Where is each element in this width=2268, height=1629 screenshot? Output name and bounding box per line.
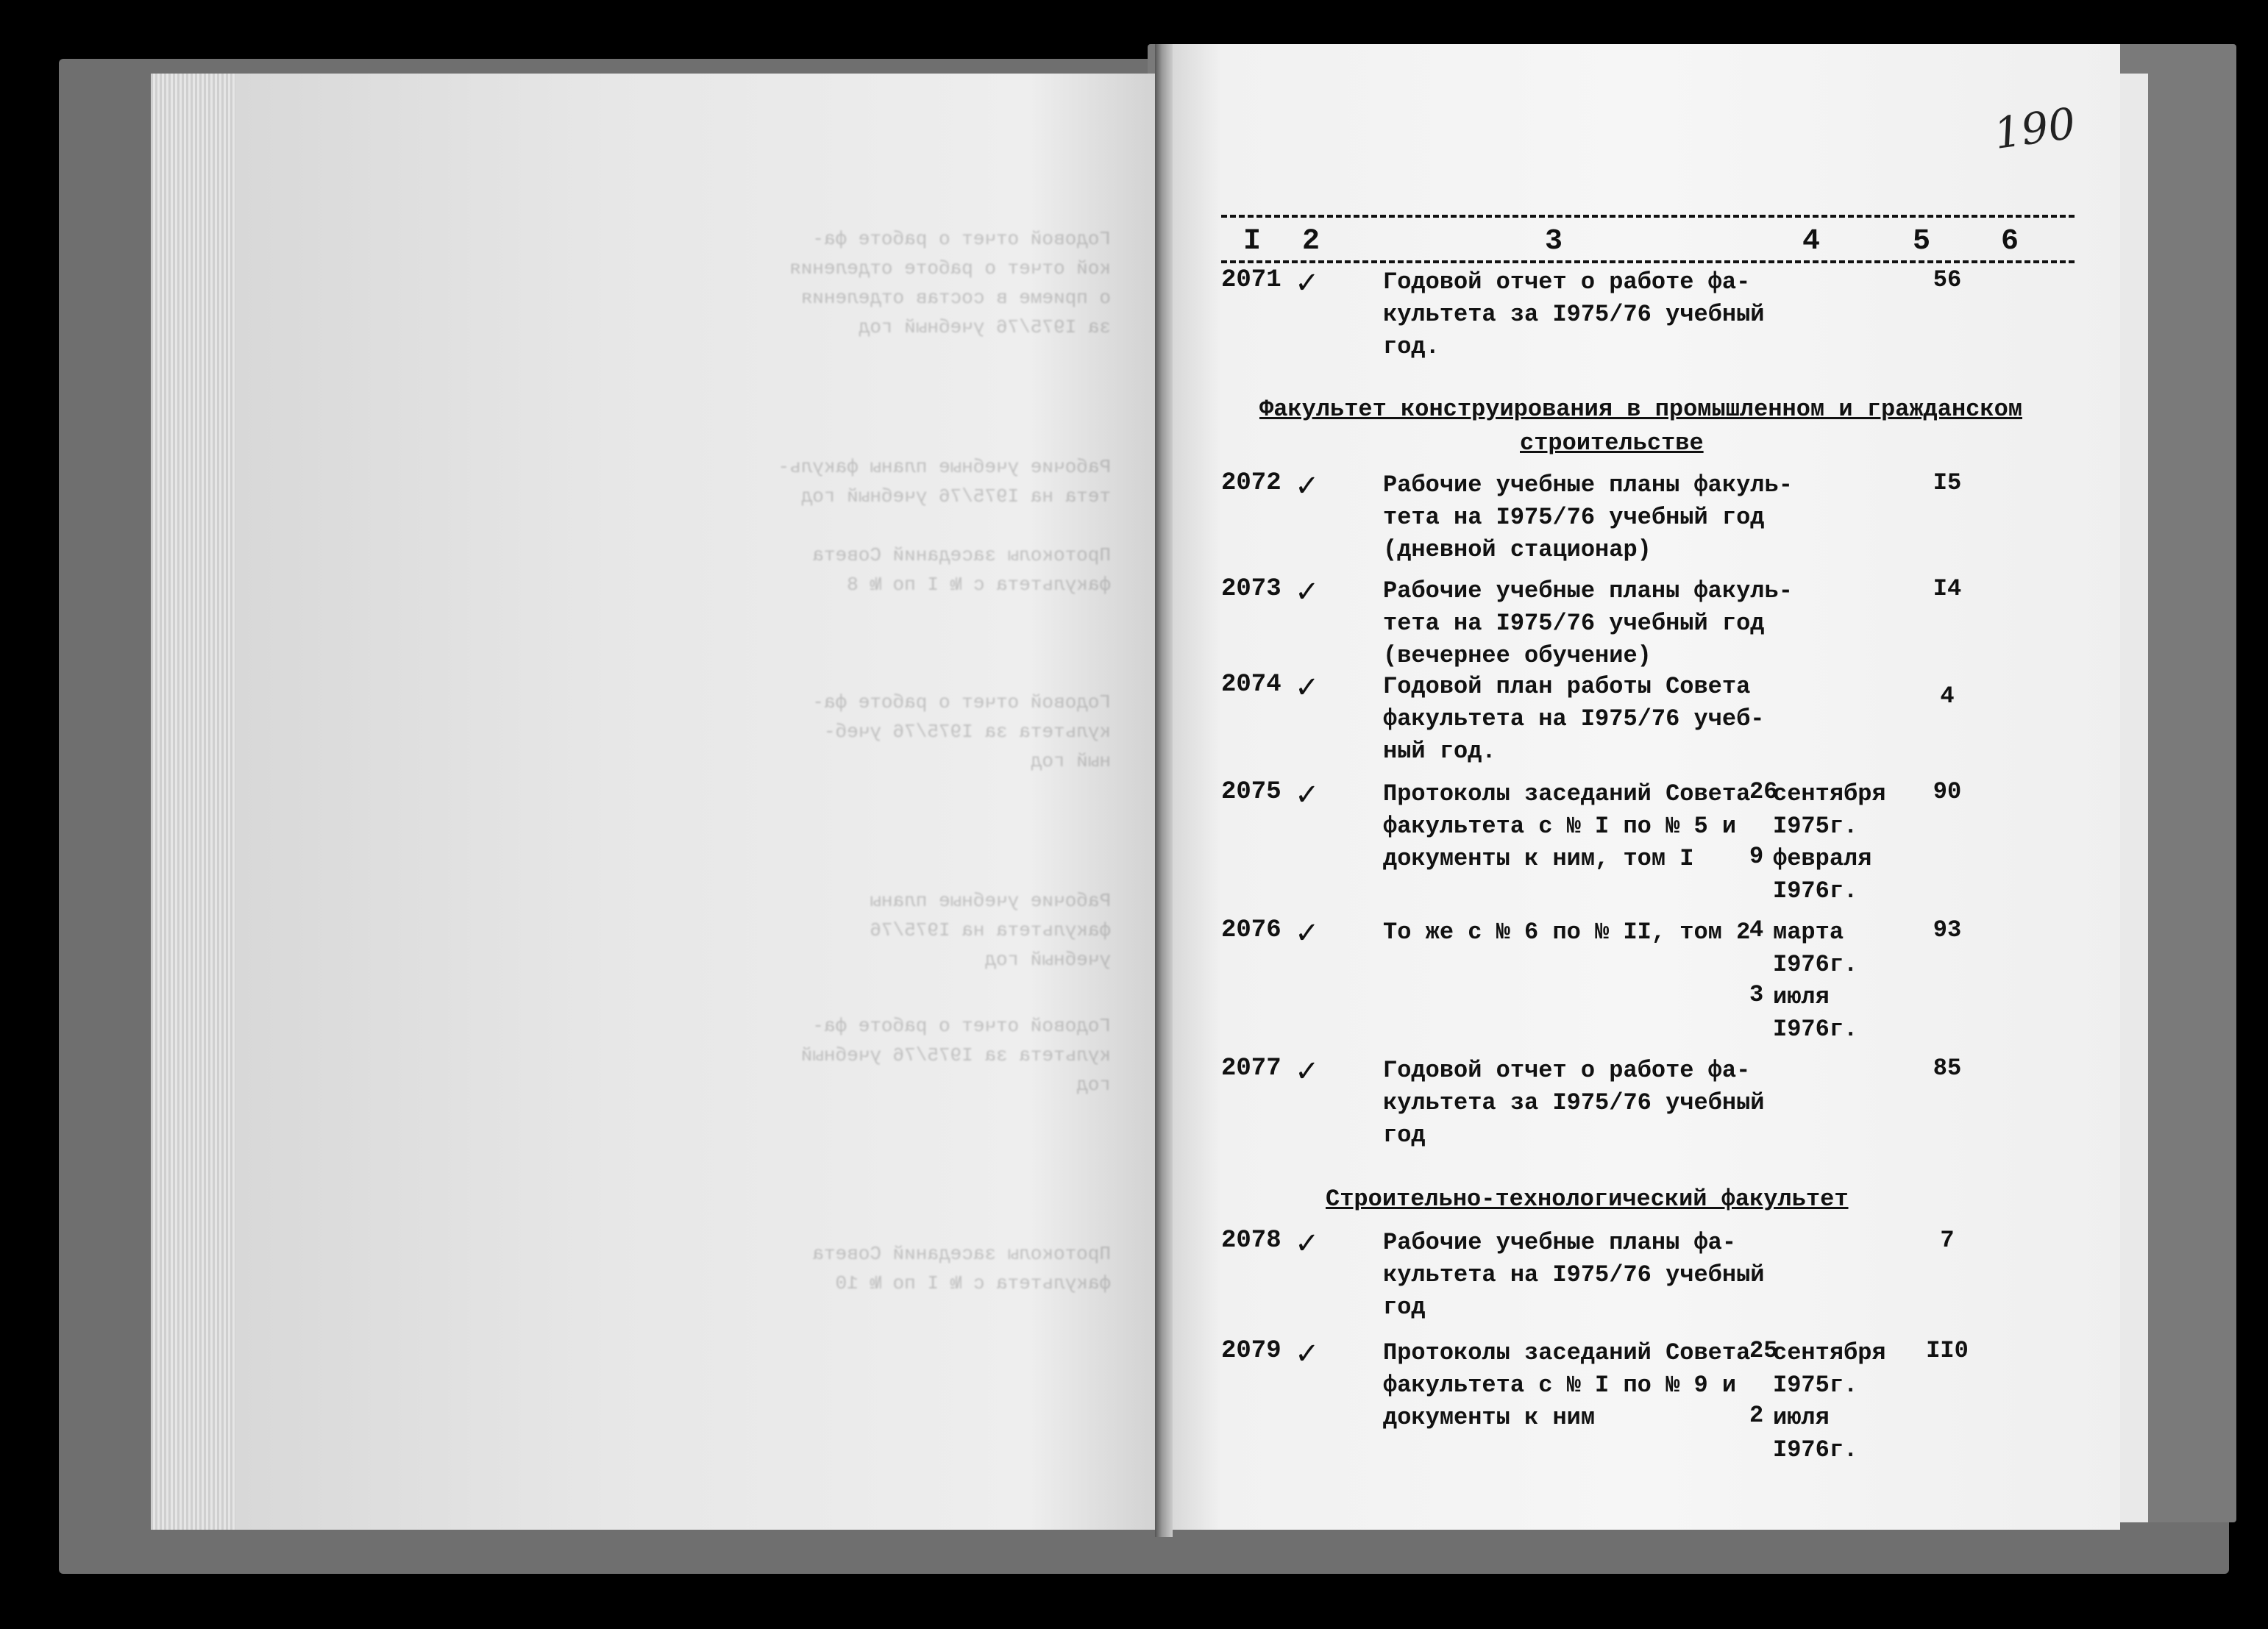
end-day: 2 [1749, 1402, 1764, 1429]
ghost-line: год [1076, 1074, 1111, 1096]
column-header-1: I [1243, 225, 1262, 258]
end-date: июля I976г. [1773, 1404, 1858, 1464]
column-header-5: 5 [1913, 225, 1931, 258]
column-header [1221, 215, 2075, 266]
entry-title: Годовой план работы Совета факультета на I975/76 учеб- ный год. [1383, 673, 1765, 765]
entry-title: Рабочие учебные планы факуль- тета на I975/76 учебный год (вечернее обучение) [1383, 577, 1793, 669]
check-mark-icon: ✓ [1295, 671, 1320, 705]
entry-number: 2079 [1221, 1337, 1281, 1365]
check-mark-icon: ✓ [1295, 916, 1320, 950]
list-item [1221, 266, 2075, 369]
section-heading: Факультет конструирования в промышленном и гражданском [1259, 396, 2022, 423]
entry-sheet-count: 90 [1933, 778, 1962, 805]
entry-number: 2071 [1221, 266, 1281, 294]
entry-sheet-count: 56 [1933, 266, 1962, 293]
ghost-line: факультета на I975/76 [870, 919, 1111, 941]
ghost-line: Рабочие учебные планы [870, 890, 1111, 912]
ghost-line: культета за I975/76 учеб- [823, 721, 1111, 743]
ghost-line: Годовой отчет о работе фа- [812, 1015, 1111, 1037]
entry-title: Рабочие учебные планы фа- культета на I975/76 учебный год [1383, 1229, 1765, 1321]
entry-title: Протоколы заседаний Совета факультета с № I по № 5 и документы к ним, том I [1383, 780, 1751, 872]
start-day: 26 [1749, 778, 1778, 805]
header-dash-top [1221, 215, 2075, 218]
entry-title: То же с № 6 по № II, том 2 [1383, 919, 1751, 946]
ghost-line: Годовой отчет о работе фа- [812, 228, 1111, 250]
entry-number: 2075 [1221, 778, 1281, 806]
ghost-line: о приеме в состав отделения [800, 287, 1111, 309]
entry-title: Рабочие учебные планы факуль- тета на I975/76 учебный год (дневной стационар) [1383, 471, 1793, 563]
ghost-line: тета на I975/76 учебный год [800, 485, 1111, 507]
column-header-2: 2 [1302, 225, 1320, 258]
left-page [235, 74, 1170, 1530]
entry-sheet-count: 7 [1940, 1227, 1955, 1254]
entry-title: Годовой отчет о работе фа- культета за I975/76 учебный год [1383, 1057, 1765, 1149]
book-gutter [1155, 44, 1173, 1537]
left-page-show-through [235, 74, 1170, 1530]
list-item [1221, 469, 2075, 572]
ghost-line: Рабочие учебные планы факуль- [778, 456, 1111, 478]
start-date: марта I976г. [1773, 919, 1858, 978]
entry-number: 2072 [1221, 469, 1281, 497]
start-day: 4 [1749, 916, 1764, 944]
ghost-line: Годовой отчет о работе фа- [812, 691, 1111, 713]
entry-number: 2078 [1221, 1227, 1281, 1255]
ghost-line: Протоколы заседаний Совета [812, 544, 1111, 566]
check-mark-icon: ✓ [1295, 778, 1320, 812]
header-dash-bottom [1221, 260, 2075, 263]
column-header-6: 6 [2001, 225, 2019, 258]
entry-number: 2073 [1221, 575, 1281, 603]
list-item [1221, 916, 2075, 1049]
section-heading: Строительно-технологический факультет [1326, 1186, 1849, 1213]
ghost-line: факультета с № I по № 10 [835, 1272, 1111, 1294]
start-date: сентября I975г. [1773, 780, 1886, 840]
end-date: июля I976г. [1773, 983, 1858, 1043]
entry-number: 2077 [1221, 1055, 1281, 1083]
end-day: 9 [1749, 843, 1764, 870]
entry-sheet-count: 93 [1933, 916, 1962, 944]
ghost-line: ный год [1030, 750, 1111, 772]
ghost-line: Протоколы заседаний Совета [812, 1243, 1111, 1265]
entry-sheet-count: I4 [1933, 575, 1962, 602]
list-item [1221, 671, 2075, 774]
start-date: сентября I975г. [1773, 1339, 1886, 1399]
entry-title: Годовой отчет о работе фа- культета за I975/76 учебный год. [1383, 268, 1765, 360]
column-header-3: 3 [1545, 225, 1563, 258]
end-day: 3 [1749, 981, 1764, 1008]
check-mark-icon: ✓ [1295, 469, 1320, 503]
column-header-4: 4 [1802, 225, 1821, 258]
end-date: февраля I976г. [1773, 845, 1872, 905]
check-mark-icon: ✓ [1295, 1227, 1320, 1261]
entry-number: 2074 [1221, 671, 1281, 699]
list-item [1221, 575, 2075, 671]
entry-number: 2076 [1221, 916, 1281, 944]
check-mark-icon: ✓ [1295, 1055, 1320, 1088]
ghost-line: учебный год [984, 949, 1111, 971]
sheet-number: 190 [1991, 98, 2079, 159]
ghost-line: кой отчет о работе отделения [789, 257, 1111, 279]
entry-sheet-count: 4 [1940, 682, 1955, 710]
list-item [1221, 1227, 2075, 1330]
ghost-line: культета за I975/76 учебный [800, 1044, 1111, 1066]
ghost-line: факультета с № I по № 8 [847, 574, 1111, 596]
ghost-line: за I975/76 учебный год [858, 316, 1111, 338]
entry-title: Протоколы заседаний Совета факультета с № I по № 9 и документы к ним [1383, 1339, 1751, 1431]
list-item [1221, 1055, 2075, 1158]
entry-sheet-count: I5 [1933, 469, 1962, 496]
start-day: 25 [1749, 1337, 1778, 1364]
list-item [1221, 778, 2075, 910]
entry-sheet-count: 85 [1933, 1055, 1962, 1082]
check-mark-icon: ✓ [1295, 575, 1320, 609]
check-mark-icon: ✓ [1295, 1337, 1320, 1371]
check-mark-icon: ✓ [1295, 266, 1320, 300]
section-heading-continued: строительстве [1520, 429, 1704, 457]
list-item [1221, 1337, 2075, 1469]
entry-sheet-count: II0 [1926, 1337, 1969, 1364]
